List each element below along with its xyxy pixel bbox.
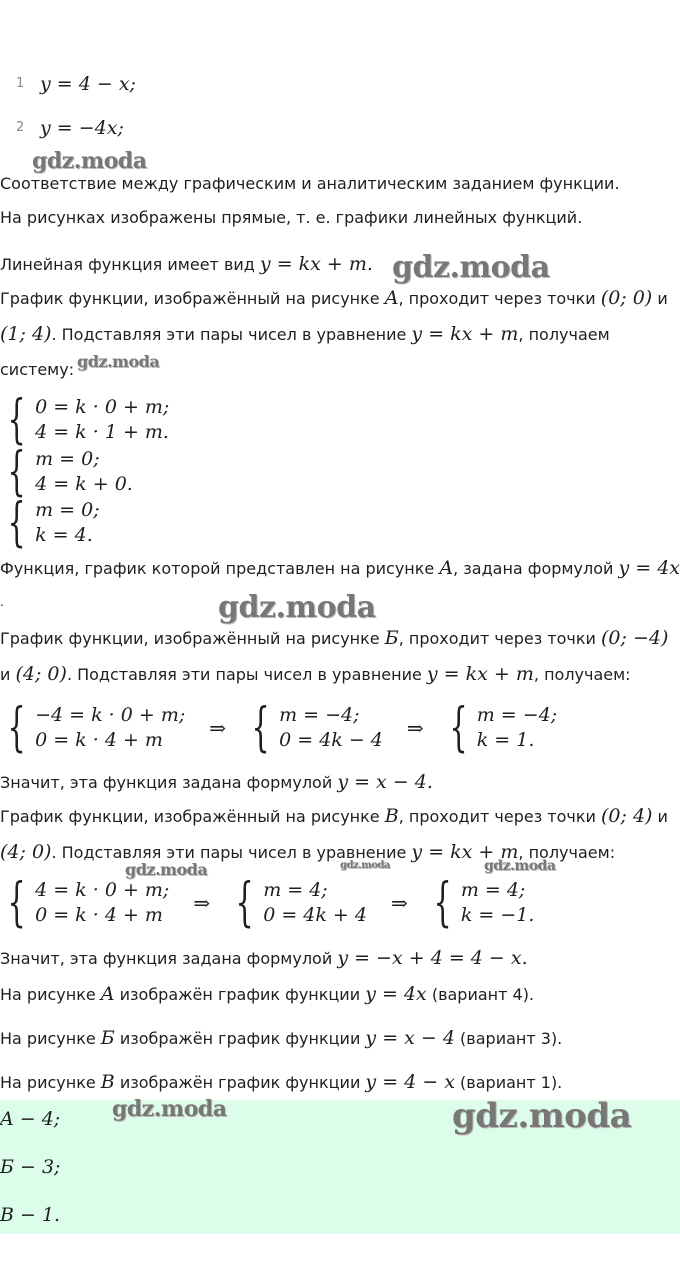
watermark: gdz.moda bbox=[340, 860, 390, 871]
paragraph: На рисунке B изображён график функции y = 4 − x (вариант 1). bbox=[0, 1071, 563, 1093]
answer-line: B − 1. bbox=[0, 1204, 61, 1226]
formula: y = −4x; bbox=[40, 117, 124, 139]
watermark: gdz.moda bbox=[484, 858, 556, 874]
paragraph: (4; 0). Подставляя эти пары чисел в уравнение y = kx + m, получаем: bbox=[0, 841, 616, 863]
paragraph: Функция, график которой представлен на рисунке A, задана формулой y = 4x bbox=[0, 557, 680, 579]
paragraph: На рисунках изображены прямые, т. е. графики линейных функций. bbox=[0, 208, 583, 227]
watermark: gdz.moda bbox=[112, 1096, 227, 1122]
punctuation: . bbox=[0, 595, 4, 609]
paragraph: Линейная функция имеет вид y = kx + m. bbox=[0, 253, 373, 275]
watermark: gdz.moda bbox=[32, 148, 147, 174]
paragraph: График функции, изображённый на рисунке Б, проходит через точки (0; −4) bbox=[0, 627, 669, 649]
answer-line: Б − 3; bbox=[0, 1156, 61, 1178]
paragraph: систему: bbox=[0, 360, 75, 379]
paragraph: На рисунке Б изображён график функции y = x − 4 (вариант 3). bbox=[0, 1027, 563, 1049]
watermark: gdz.moda bbox=[218, 590, 376, 625]
equation-chain: { 4 = k · 0 + m; 0 = k · 4 + m ⇒ { m = 4; 0 = 4k + 4 ⇒ { m = 4; k = −1. bbox=[7, 873, 535, 933]
paragraph: График функции, изображённый на рисунке B, проходит через точки (0; 4) и bbox=[0, 805, 668, 827]
paragraph: Соответствие между графическим и аналитическим заданием функции. bbox=[0, 174, 620, 193]
watermark: gdz.moda bbox=[392, 250, 550, 285]
equation-system: { 0 = k · 0 + m; 4 = k · 1 + m. bbox=[7, 390, 170, 450]
paragraph: (1; 4). Подставляя эти пары чисел в уравнение y = kx + m, получаем bbox=[0, 323, 610, 345]
paragraph: Значит, эта функция задана формулой y = −x + 4 = 4 − x. bbox=[0, 947, 528, 969]
list-number: 1 bbox=[16, 76, 25, 91]
paragraph: График функции, изображённый на рисунке A, проходит через точки (0; 0) и bbox=[0, 287, 668, 309]
watermark: gdz.moda bbox=[77, 352, 160, 371]
watermark: gdz.moda bbox=[125, 860, 208, 879]
list-number: 2 bbox=[16, 120, 25, 135]
paragraph: На рисунке A изображён график функции y = 4x (вариант 4). bbox=[0, 983, 535, 1005]
watermark: gdz.moda bbox=[452, 1096, 632, 1136]
paragraph: и (4; 0). Подставляя эти пары чисел в уравнение y = kx + m, получаем: bbox=[0, 663, 631, 685]
paragraph: Значит, эта функция задана формулой y = x − 4. bbox=[0, 771, 433, 793]
equation-chain: { −4 = k · 0 + m; 0 = k · 4 + m ⇒ { m = −4; 0 = 4k − 4 ⇒ { m = −4; k = 1. bbox=[7, 698, 558, 758]
answer-line: A − 4; bbox=[0, 1108, 61, 1130]
equation-system: { m = 0; 4 = k + 0. bbox=[7, 442, 133, 502]
equation-system: { m = 0; k = 4. bbox=[7, 493, 100, 553]
formula: y = 4 − x; bbox=[40, 73, 136, 95]
